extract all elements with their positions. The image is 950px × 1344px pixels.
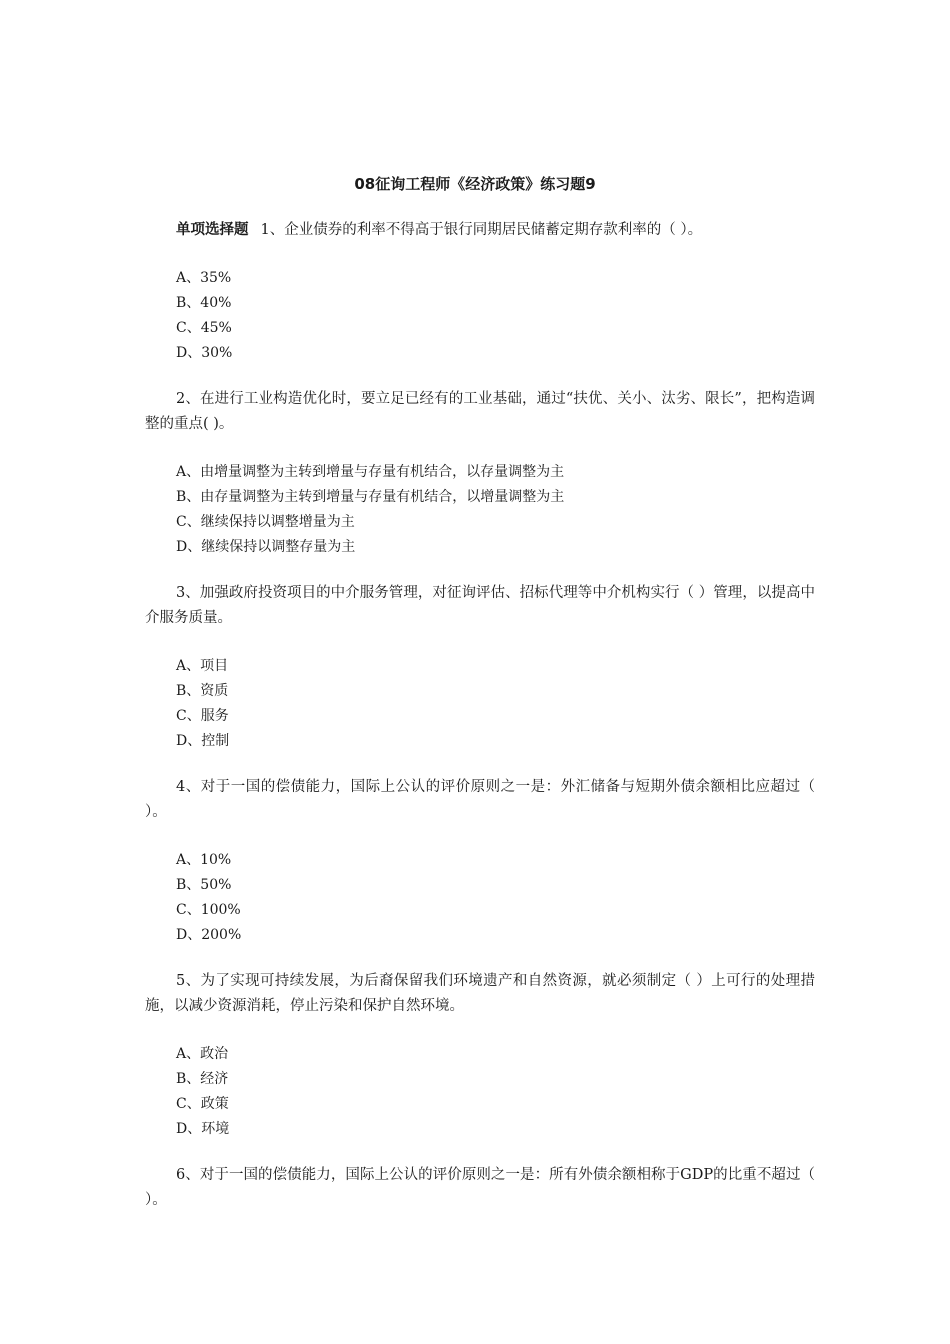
option-d: D、继续保持以调整存量为主 [176,539,356,555]
question-4 [145,775,815,825]
option-d: D、30% [176,345,233,361]
option-a: A、10% [176,852,232,868]
question-5-text: 5、为了实现可持续发展，为后裔保留我们环境遗产和自然资源，就必须制定（ ）上可行的处理措施，以减少资源消耗，停止污染和保护自然环境。 [145,973,815,1014]
question-2-text: 2、在进行工业构造优化时，要立足已经有的工业基础，通过“扶优、关小、汰劣、限长”，把构造调整的重点( )。 [145,391,815,432]
option-a: A、35% [176,270,232,286]
option-b: B、50% [176,877,232,893]
question-4-text: 4、对于一国的偿债能力，国际上公认的评价原则之一是：外汇储备与短期外债余额相比应超过（ ）。 [145,779,815,820]
question-6-text: 6、对于一国的偿债能力，国际上公认的评价原则之一是：所有外债余额相称于GDP的比重不超过（ ）。 [145,1167,815,1208]
option-d: D、控制 [176,733,230,749]
section-label: 单项选择题 [176,222,249,238]
option-c: C、服务 [176,708,229,724]
question-3-options [176,654,229,754]
option-a: A、政治 [176,1046,229,1062]
option-b: B、40% [176,295,232,311]
question-2 [145,387,815,437]
document-title: 08征询工程师《经济政策》练习题9 [354,175,596,193]
question-3 [145,581,815,631]
question-5-options [176,1042,229,1142]
option-a: A、项目 [176,658,229,674]
option-c: C、100% [176,902,241,918]
question-1-options [176,266,232,366]
question-1-paragraph [145,218,815,243]
question-1 [145,218,815,243]
option-c: C、继续保持以调整增量为主 [176,514,355,530]
option-d: D、环境 [176,1121,230,1137]
option-b: B、资质 [176,683,229,699]
question-4-options [176,848,241,948]
option-b: B、经济 [176,1071,229,1087]
question-1-text: 1、企业债券的利率不得高于银行同期居民储蓄定期存款利率的（ ）。 [260,222,703,238]
option-b: B、由存量调整为主转到增量与存量有机结合，以增量调整为主 [176,489,565,505]
option-a: A、由增量调整为主转到增量与存量有机结合，以存量调整为主 [176,464,565,480]
question-5 [145,969,815,1019]
option-d: D、200% [176,927,242,943]
option-c: C、政策 [176,1096,229,1112]
question-6 [145,1163,815,1213]
question-2-options [176,460,564,560]
option-c: C、45% [176,320,232,336]
question-3-text: 3、加强政府投资项目的中介服务管理，对征询评估、招标代理等中介机构实行（ ）管理，以提高中介服务质量。 [145,585,815,626]
